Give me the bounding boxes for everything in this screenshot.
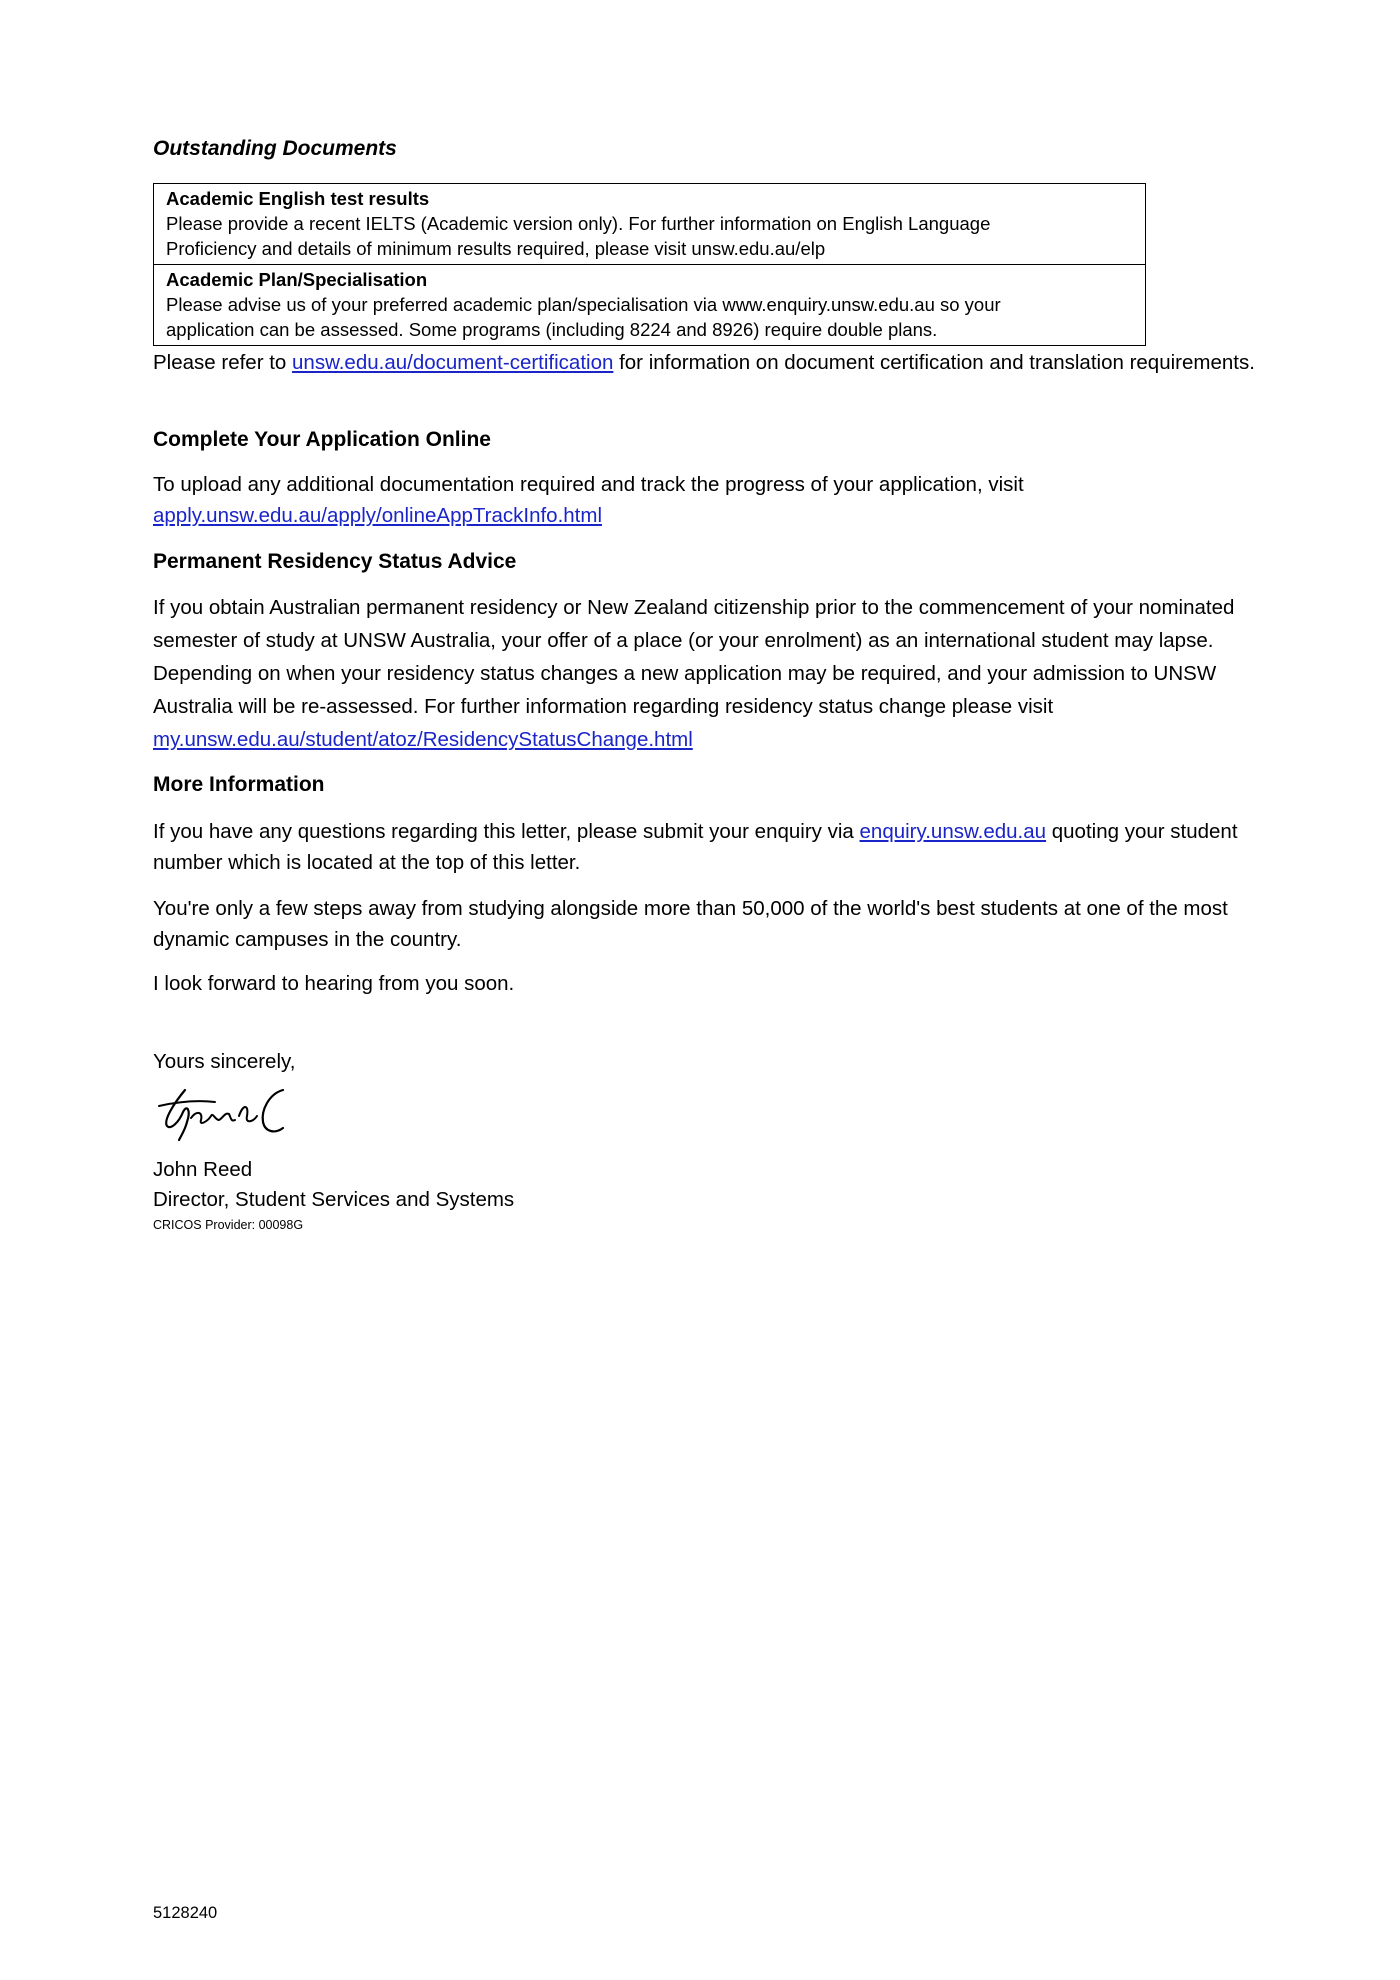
application-tracking-link[interactable]: apply.unsw.edu.au/apply/onlineAppTrackInfo.html	[153, 504, 602, 527]
outstanding-documents-table	[153, 183, 1146, 346]
residency-text: If you obtain Australian permanent residency or New Zealand citizenship prior to the commencement of your nominated semester of study at UNSW Australia, your offer of a place (or your enrolment) as an international student may lapse. Depending on when your residency status changes a new application may be required, and your admission to UNSW Australia will be re-assessed. For further information regarding residency status change please visit	[153, 596, 1235, 718]
row-line: application can be assessed. Some programs (including 8224 and 8926) require double plans.	[166, 319, 938, 340]
closing-steps-paragraph: You're only a few steps away from studying alongside more than 50,000 of the world's best students at one of the most dynamic campuses in the country.	[153, 897, 1228, 951]
row-line: Please provide a recent IELTS (Academic version only). For further information on English Language	[166, 213, 991, 234]
certification-text-before: Please refer to	[153, 351, 293, 374]
online-paragraph	[153, 469, 1283, 531]
residency-status-link[interactable]: my.unsw.edu.au/student/atoz/ResidencyStatusChange.html	[153, 728, 693, 751]
more-info-paragraph	[153, 816, 1283, 878]
signer-position: Director, Student Services and Systems	[153, 1188, 515, 1211]
more-info-text-after: quoting your student number which is located at the top of this letter.	[153, 820, 1238, 874]
enquiry-link[interactable]: enquiry.unsw.edu.au	[859, 820, 1047, 843]
yours-sincerely: Yours sincerely,	[153, 1050, 296, 1073]
signer-name: John Reed	[153, 1158, 253, 1181]
footer-reference-number: 5128240	[153, 1904, 218, 1922]
residency-heading: Permanent Residency Status Advice	[153, 550, 517, 573]
more-info-heading: More Information	[153, 773, 325, 796]
certification-paragraph	[153, 347, 1283, 378]
table-row	[154, 184, 1145, 264]
closing-forward-paragraph: I look forward to hearing from you soon.	[153, 972, 515, 995]
outstanding-documents-title: Outstanding Documents	[153, 137, 397, 160]
row-title-plan: Academic Plan/Specialisation	[166, 269, 428, 290]
document-certification-link[interactable]: unsw.edu.au/document-certification	[292, 351, 614, 374]
letter-page	[153, 0, 1283, 1980]
row-title-english: Academic English test results	[166, 188, 430, 209]
row-line: Please advise us of your preferred academic plan/specialisation via www.enquiry.unsw.edu.au so your	[166, 294, 1001, 315]
more-info-text-before: If you have any questions regarding this letter, please submit your enquiry via	[153, 820, 860, 843]
residency-paragraph	[153, 591, 1283, 756]
signature-image	[157, 1082, 307, 1144]
online-text: To upload any additional documentation required and track the progress of your application, visit	[153, 473, 1024, 496]
row-line: Proficiency and details of minimum results required, please visit unsw.edu.au/elp	[166, 238, 826, 259]
online-heading: Complete Your Application Online	[153, 428, 491, 451]
table-row	[154, 264, 1145, 345]
certification-text-after: for information on document certification and translation requirements.	[613, 351, 1255, 374]
cricos-provider: CRICOS Provider: 00098G	[153, 1218, 304, 1232]
